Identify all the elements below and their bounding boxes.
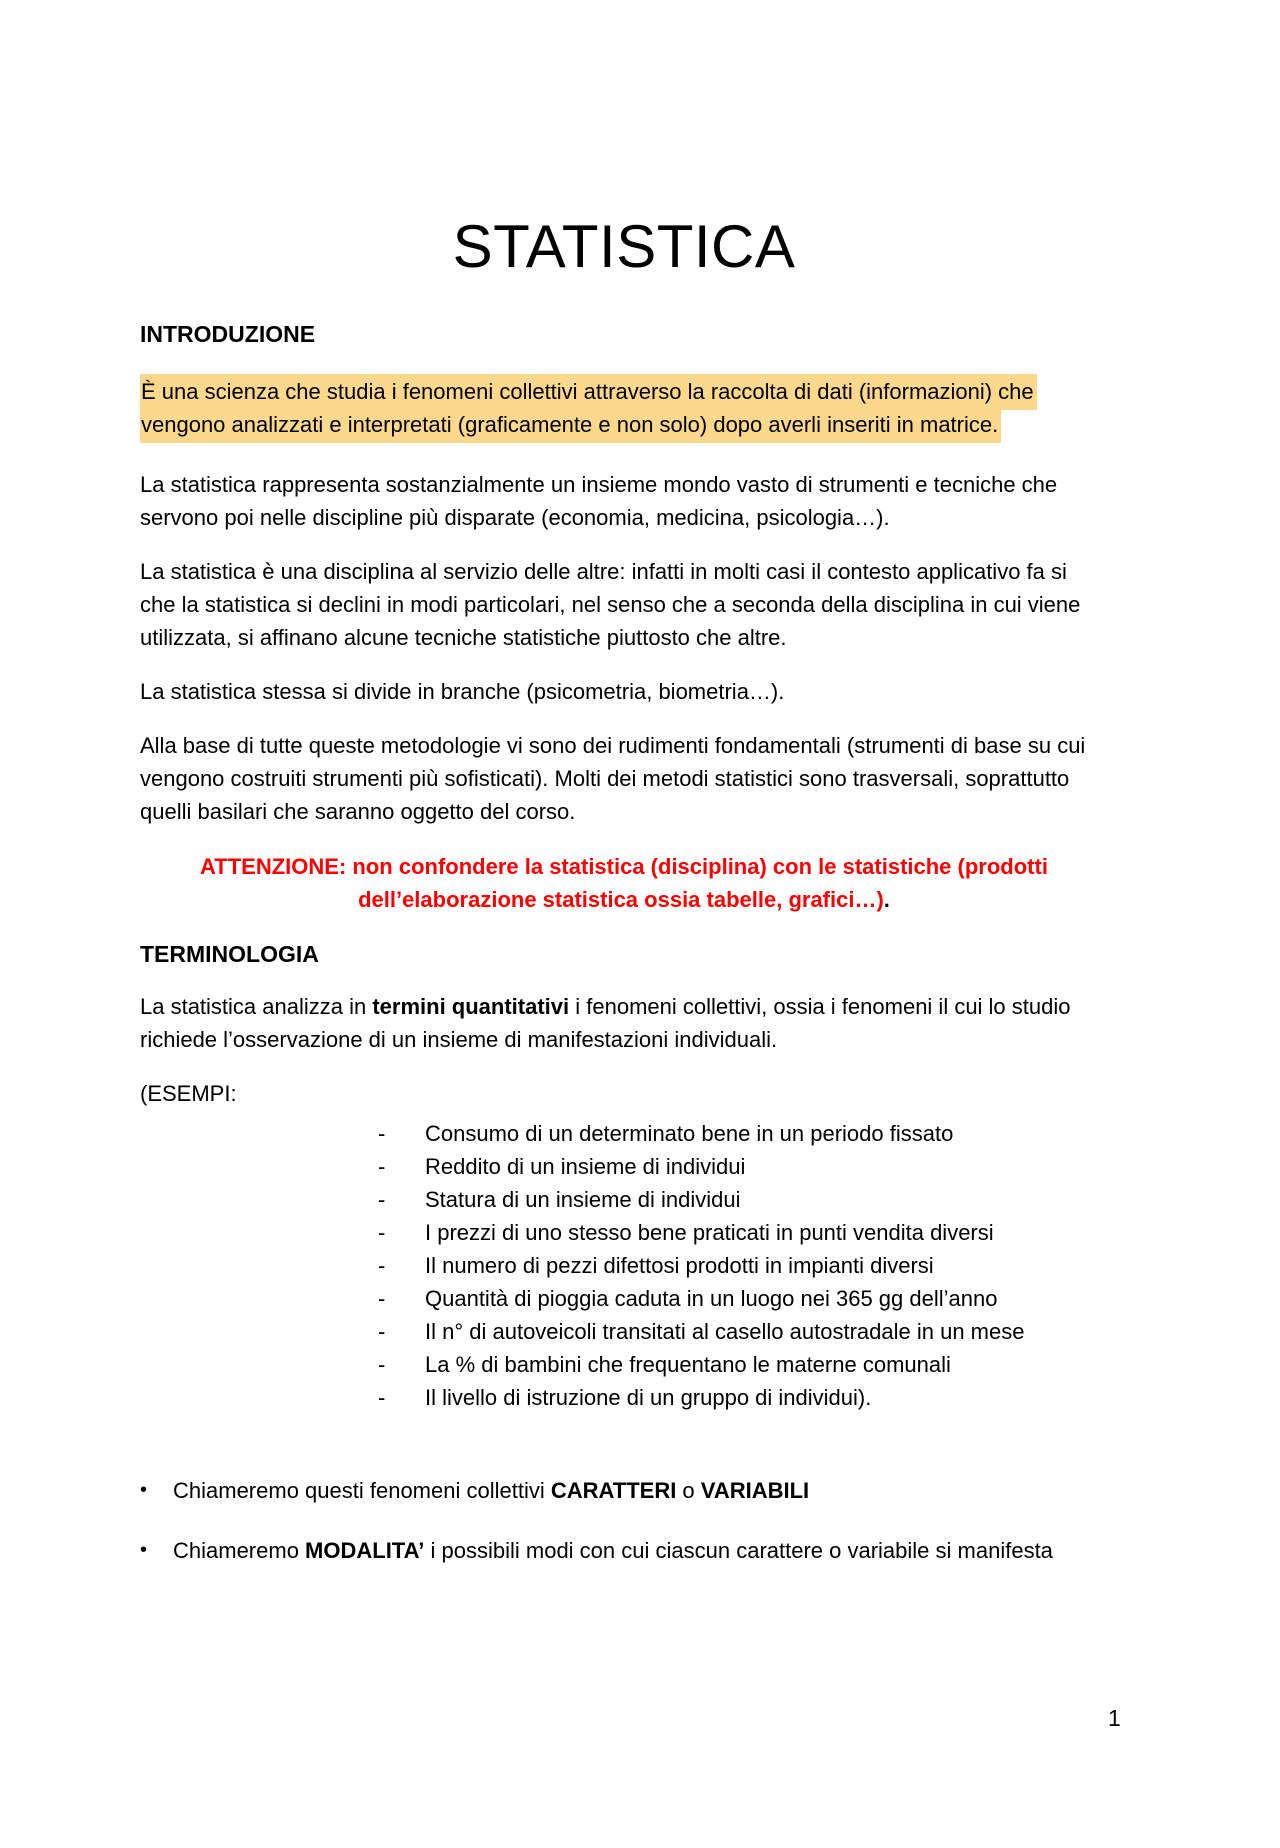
list-item-text: Quantità di pioggia caduta in un luogo nei 365 gg dell’anno	[425, 1286, 998, 1312]
attention-line-2-red: dell’elaborazione statistica ossia tabelle, grafici…)	[358, 887, 884, 913]
dash-icon: -	[378, 1253, 386, 1279]
list-item	[140, 1348, 1108, 1381]
list-item	[140, 1315, 1108, 1348]
attention-line-1: ATTENZIONE: non confondere la statistica (disciplina) con le statistiche (prodotti	[200, 854, 1048, 880]
terminologia-intro-part1: La statistica analizza in	[140, 994, 373, 1020]
paragraph-1: La statistica rappresenta sostanzialmente un insieme mondo vasto di strumenti e tecniche che servono poi nelle discipline più disparate (economia, medicina, psicologia…).	[140, 472, 1058, 531]
bullet-item	[140, 1534, 1108, 1567]
dash-icon: -	[378, 1154, 386, 1180]
list-item-text: I prezzi di uno stesso bene praticati in punti vendita diversi	[425, 1220, 994, 1246]
attention-note	[140, 850, 1108, 916]
bullet-text	[173, 1534, 1053, 1567]
bullet-icon: •	[140, 1479, 148, 1502]
page-content	[0, 40, 1108, 1567]
attention-period: .	[883, 887, 890, 913]
list-item-text: Reddito di un insieme di individui	[425, 1154, 746, 1180]
dash-icon: -	[378, 1319, 386, 1345]
bullet1-part1: Chiameremo questi fenomeni collettivi	[173, 1478, 551, 1504]
terminologia-intro-bold: termini quantitativi	[372, 994, 570, 1020]
terminologia-intro-part3: i fenomeni collettivi, ossia i fenomeni il cui lo studio richiede l’osservazione di un insieme di manifestazioni individuali.	[140, 994, 1071, 1053]
list-item-text: Il n° di autoveicoli transitati al casello autostradale in un mese	[425, 1319, 1025, 1345]
esempi-label: (ESEMPI:	[140, 1081, 237, 1107]
bullet-icon: •	[140, 1539, 148, 1562]
dash-icon: -	[378, 1220, 386, 1246]
section-heading-terminologia: TERMINOLOGIA	[140, 941, 319, 968]
esempi-list	[140, 1117, 1108, 1414]
list-item-text: Consumo di un determinato bene in un periodo fissato	[425, 1121, 954, 1147]
list-item-text: Il livello di istruzione di un gruppo di individui).	[425, 1385, 872, 1411]
bullet1-part3: o	[676, 1478, 701, 1504]
bullet2-bold: MODALITA’	[305, 1538, 425, 1564]
section-heading-introduzione: INTRODUZIONE	[140, 321, 316, 348]
list-item	[140, 1117, 1108, 1150]
list-item	[140, 1183, 1108, 1216]
paragraph-3: La statistica stessa si divide in branche (psicometria, biometria…).	[140, 679, 785, 705]
list-item	[140, 1216, 1108, 1249]
bullet2-part3: i possibili modi con cui ciascun carattere o variabile si manifesta	[424, 1538, 1053, 1564]
list-item-text: La % di bambini che frequentano le materne comunali	[425, 1352, 951, 1378]
page-title: STATISTICA	[452, 213, 796, 281]
bullet-item	[140, 1474, 1108, 1507]
list-item	[140, 1150, 1108, 1183]
bullet2-part1: Chiameremo	[173, 1538, 306, 1564]
bullet-text	[173, 1474, 809, 1507]
page-number: 1	[1108, 1705, 1121, 1732]
bullet1-bold2: VARIABILI	[700, 1478, 810, 1504]
document-page	[0, 40, 1280, 1848]
dash-icon: -	[378, 1286, 386, 1312]
dash-icon: -	[378, 1121, 386, 1147]
dash-icon: -	[378, 1352, 386, 1378]
attention-line-2	[140, 883, 1108, 916]
list-item-text: Il numero di pezzi difettosi prodotti in impianti diversi	[425, 1253, 934, 1279]
terminologia-intro-paragraph	[140, 990, 1108, 1056]
highlighted-paragraph	[140, 375, 1108, 441]
list-item	[140, 1282, 1108, 1315]
dash-icon: -	[378, 1187, 386, 1213]
paragraph-2: La statistica è una disciplina al servizio delle altre: infatti in molti casi il contesto applicativo fa si che la statistica si declini in modi particolari, nel senso che a seconda della disciplina in cui viene utilizzata, si affinano alcune tecniche statistiche piuttosto che altre.	[140, 559, 1081, 651]
highlight-text: È una scienza che studia i fenomeni collettivi attraverso la raccolta di dati (informazioni) che vengono analizzati e interpretati (graficamente e non solo) dopo averli inseriti in matrice.	[140, 374, 1037, 443]
list-item-text: Statura di un insieme di individui	[425, 1187, 741, 1213]
list-item	[140, 1381, 1108, 1414]
paragraph-4: Alla base di tutte queste metodologie vi sono dei rudimenti fondamentali (strumenti di base su cui vengono costruiti strumenti più sofisticati). Molti dei metodi statistici sono trasversali, soprattutto quelli basilari che saranno oggetto del corso.	[140, 733, 1086, 825]
list-item	[140, 1249, 1108, 1282]
dash-icon: -	[378, 1385, 386, 1411]
bullet1-bold1: CARATTERI	[550, 1478, 677, 1504]
